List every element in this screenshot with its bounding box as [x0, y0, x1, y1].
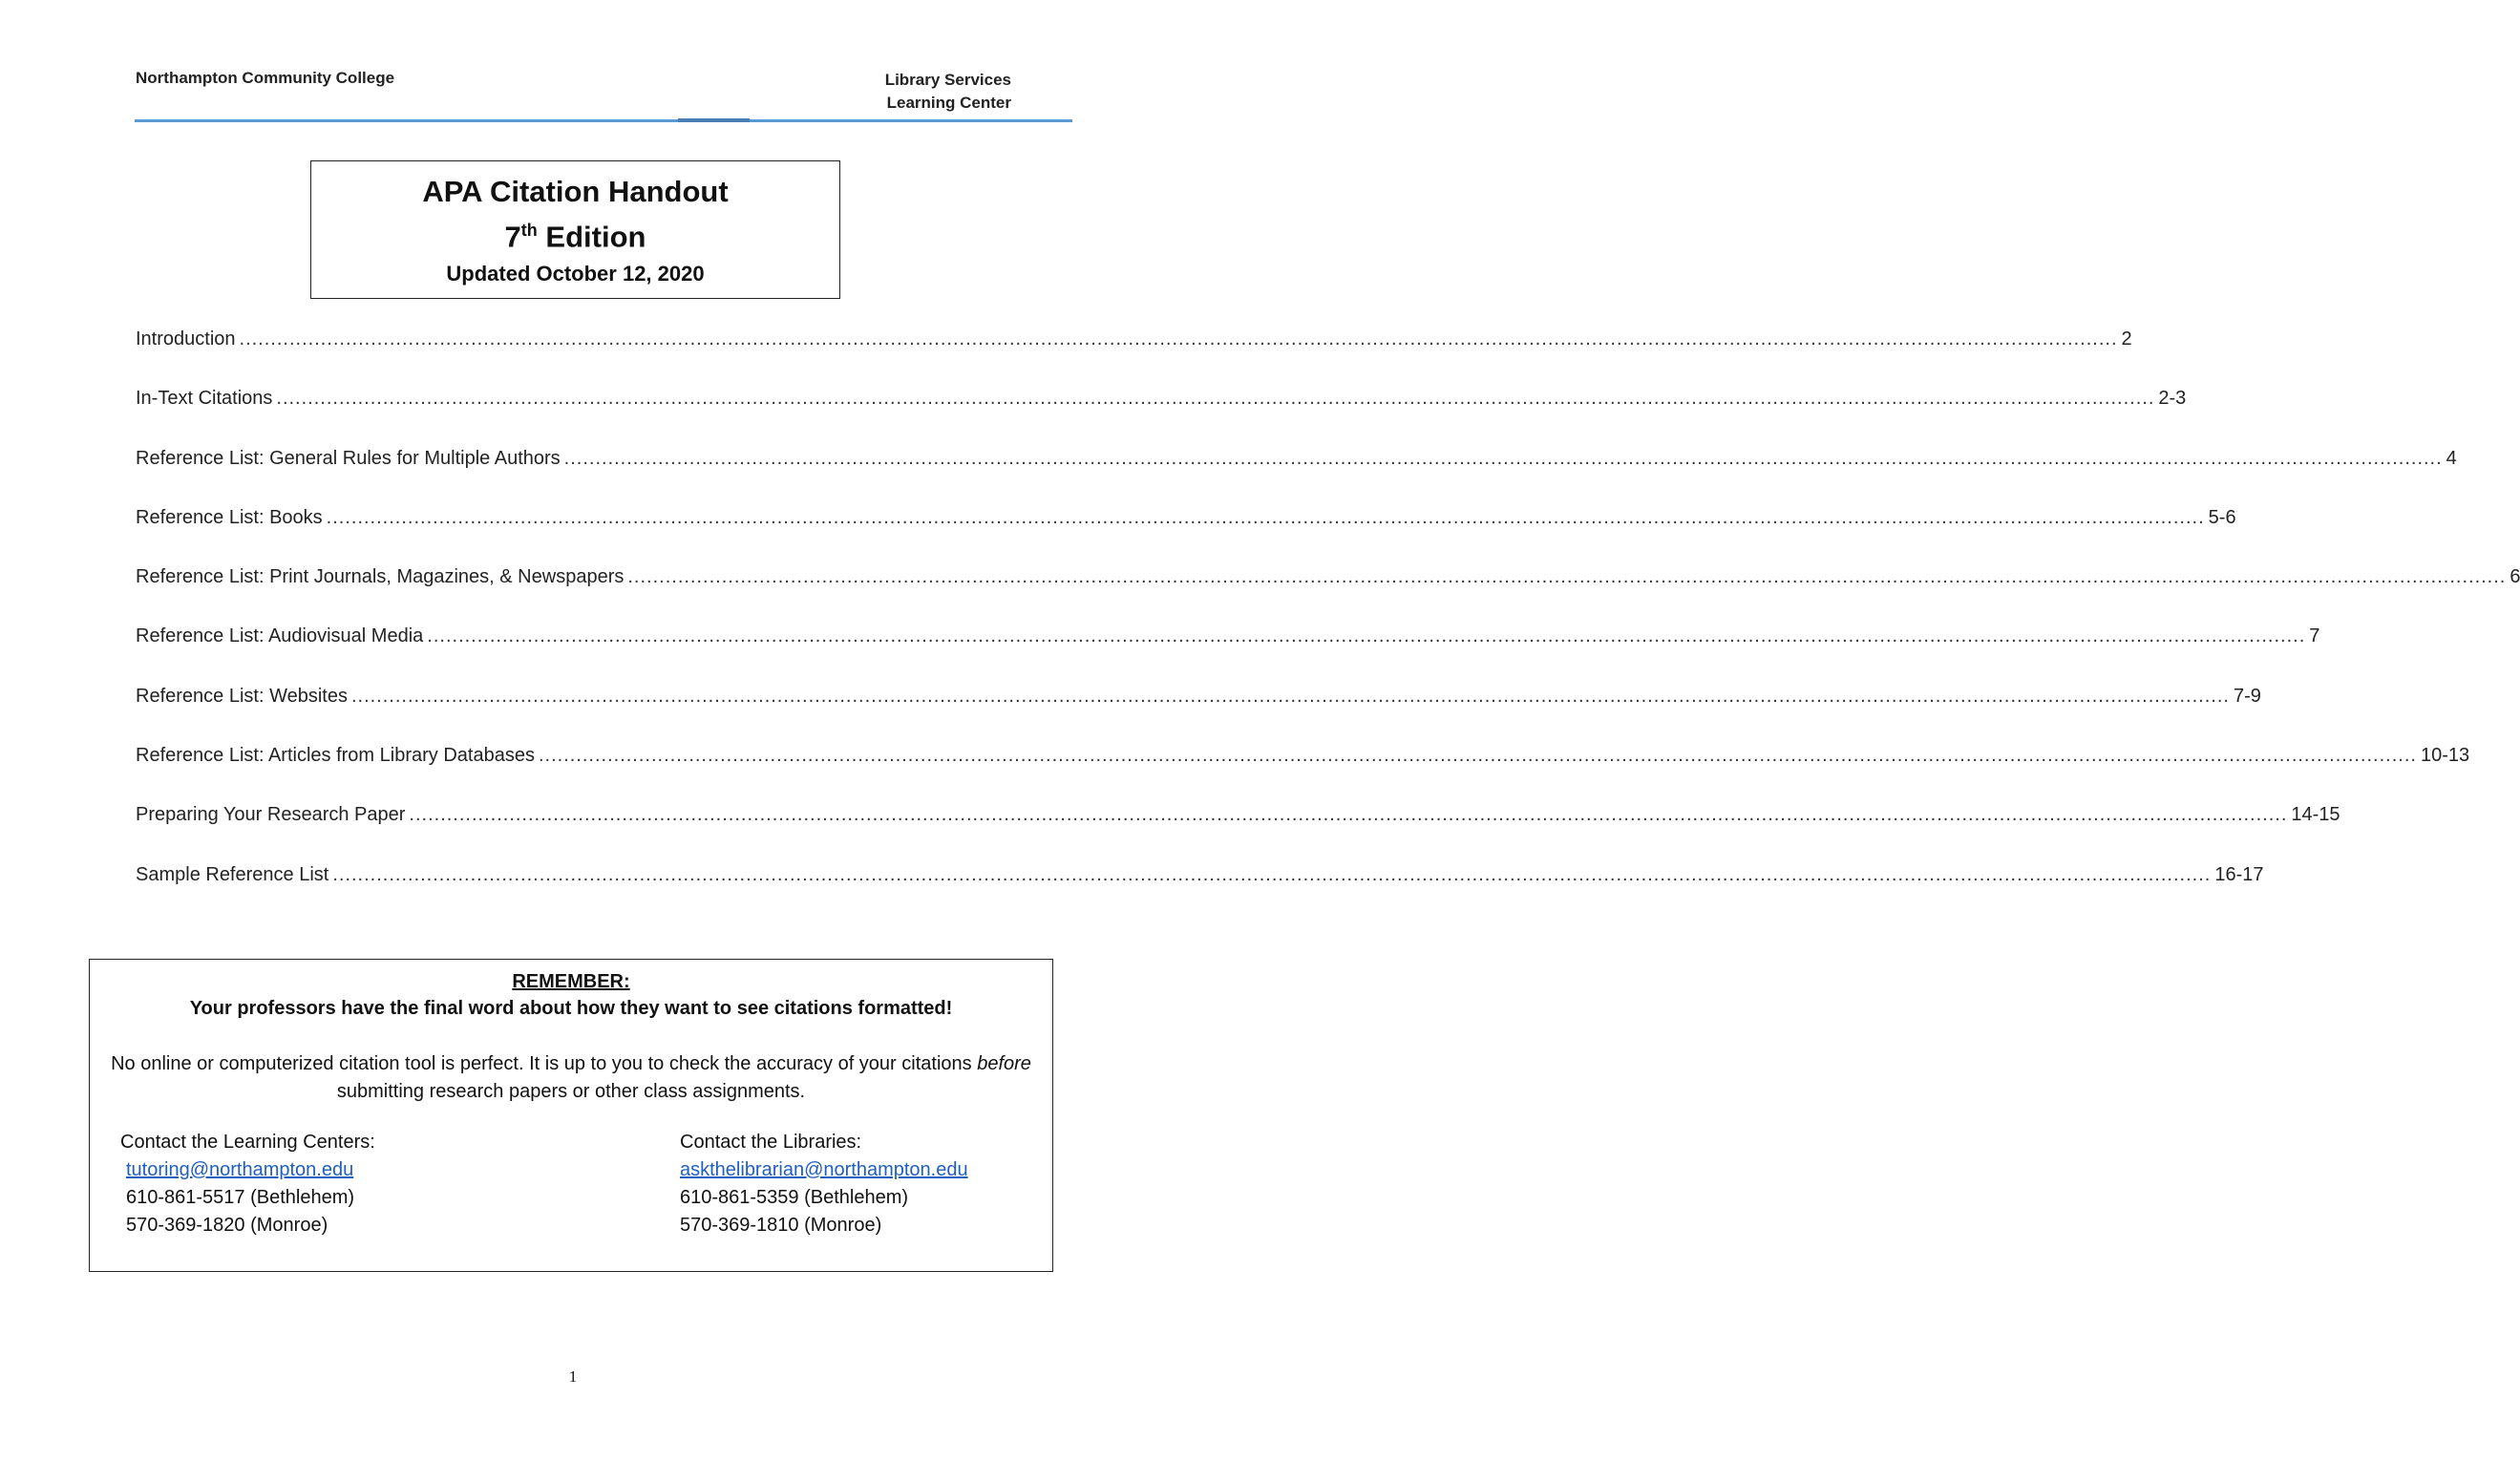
toc-entry-page: 2 — [2121, 328, 2132, 350]
toc-entry-label: Preparing Your Research Paper — [136, 804, 406, 826]
toc-entry-label: Reference List: Books — [136, 506, 323, 528]
toc-entry — [136, 804, 2340, 863]
toc-entry-page: 4 — [2446, 447, 2457, 469]
libraries-email-link[interactable]: askthelibrarian@northampton.edu — [680, 1159, 968, 1180]
toc-entry-label: Reference List: Print Journals, Magazines, & Newspapers — [136, 566, 625, 588]
toc-entry-page: 2-3 — [2158, 388, 2187, 410]
note-italic: before — [977, 1053, 1031, 1074]
title-box — [310, 160, 840, 299]
toc-entry-page: 14-15 — [2291, 804, 2340, 826]
contact-libraries — [680, 1129, 968, 1239]
toc-entry — [136, 506, 2236, 566]
toc-dot-leader: ............................................................................................................................................................................................................................................................................................................ — [627, 566, 2507, 588]
toc-entry-label: In-Text Citations — [136, 388, 273, 410]
toc-dot-leader: ............................................................................................................................................................................................................................................................................................................ — [332, 863, 2212, 885]
toc-dot-leader: ............................................................................................................................................................................................................................................................................................................ — [276, 388, 2155, 410]
header-rule-accent — [678, 118, 750, 122]
edition-line — [311, 211, 839, 256]
header-rule — [135, 119, 1072, 122]
remember-box — [89, 959, 1053, 1272]
toc-entry — [136, 625, 2320, 685]
note-part-2: submitting research papers or other class assignments. — [336, 1081, 806, 1102]
table-of-contents — [136, 328, 2520, 923]
toc-dot-leader: ............................................................................................................................................................................................................................................................................................................ — [326, 506, 2205, 528]
toc-dot-leader: ............................................................................................................................................................................................................................................................................................................ — [350, 685, 2230, 707]
toc-entry — [136, 566, 2520, 625]
libraries-phone-monroe: 570-369-1810 (Monroe) — [680, 1215, 882, 1236]
edition-suffix: th — [520, 221, 538, 240]
updated-date: Updated October 12, 2020 — [446, 262, 705, 286]
toc-entry — [136, 685, 2261, 745]
page-number: 1 — [568, 1367, 578, 1386]
toc-entry-page: 16-17 — [2214, 863, 2264, 885]
learning-email-link[interactable]: tutoring@northampton.edu — [126, 1159, 354, 1180]
toc-entry — [136, 388, 2187, 447]
toc-dot-leader: ............................................................................................................................................................................................................................................................................................................ — [239, 328, 2118, 350]
toc-entry-label: Reference List: Articles from Library Databases — [136, 745, 535, 767]
toc-entry — [136, 328, 2132, 388]
toc-entry-label: Reference List: Audiovisual Media — [136, 625, 424, 647]
toc-entry-label: Sample Reference List — [136, 863, 329, 885]
remember-main-note: Your professors have the final word about how they want to see citations formatted! — [189, 998, 953, 1019]
toc-entry — [136, 863, 2264, 923]
toc-entry-page: 7-9 — [2233, 685, 2261, 707]
toc-dot-leader: ............................................................................................................................................................................................................................................................................................................ — [427, 625, 2306, 647]
contact-learning-heading: Contact the Learning Centers: — [120, 1132, 375, 1153]
contact-learning-centers — [120, 1129, 375, 1239]
note-part-1: No online or computerized citation tool is perfect. It is up to you to check the accuracy of your citations — [111, 1053, 978, 1074]
learning-phone-bethlehem: 610-861-5517 (Bethlehem) — [126, 1187, 355, 1208]
toc-entry — [136, 745, 2470, 804]
remember-tool-note — [90, 1050, 1052, 1106]
toc-entry-label: Introduction — [136, 328, 236, 350]
toc-dot-leader: ............................................................................................................................................................................................................................................................................................................ — [538, 745, 2417, 767]
learning-phone-monroe: 570-369-1820 (Monroe) — [126, 1215, 328, 1236]
toc-entry-page: 5-6 — [2208, 506, 2236, 528]
toc-dot-leader: ............................................................................................................................................................................................................................................................................................................ — [563, 447, 2443, 469]
edition-number: 7 — [504, 220, 521, 254]
toc-dot-leader: ............................................................................................................................................................................................................................................................................................................ — [409, 804, 2288, 826]
toc-entry-label: Reference List: General Rules for Multiple Authors — [136, 447, 561, 469]
toc-entry-label: Reference List: Websites — [136, 685, 348, 707]
toc-entry-page: 10-13 — [2420, 745, 2470, 767]
document-title: APA Citation Handout — [422, 175, 729, 208]
header-learning-center: Learning Center — [886, 94, 1011, 112]
header-department — [885, 69, 1011, 115]
header-library-services: Library Services — [884, 71, 1011, 89]
toc-entry-page: 7 — [2309, 625, 2320, 647]
remember-heading: REMEMBER: — [512, 971, 630, 992]
header-college-name: Northampton Community College — [136, 69, 395, 87]
libraries-phone-bethlehem: 610-861-5359 (Bethlehem) — [680, 1187, 909, 1208]
toc-entry — [136, 447, 2457, 507]
edition-word: Edition — [537, 220, 646, 254]
toc-entry-page: 6 — [2509, 566, 2520, 588]
contact-libraries-heading: Contact the Libraries: — [680, 1132, 862, 1153]
